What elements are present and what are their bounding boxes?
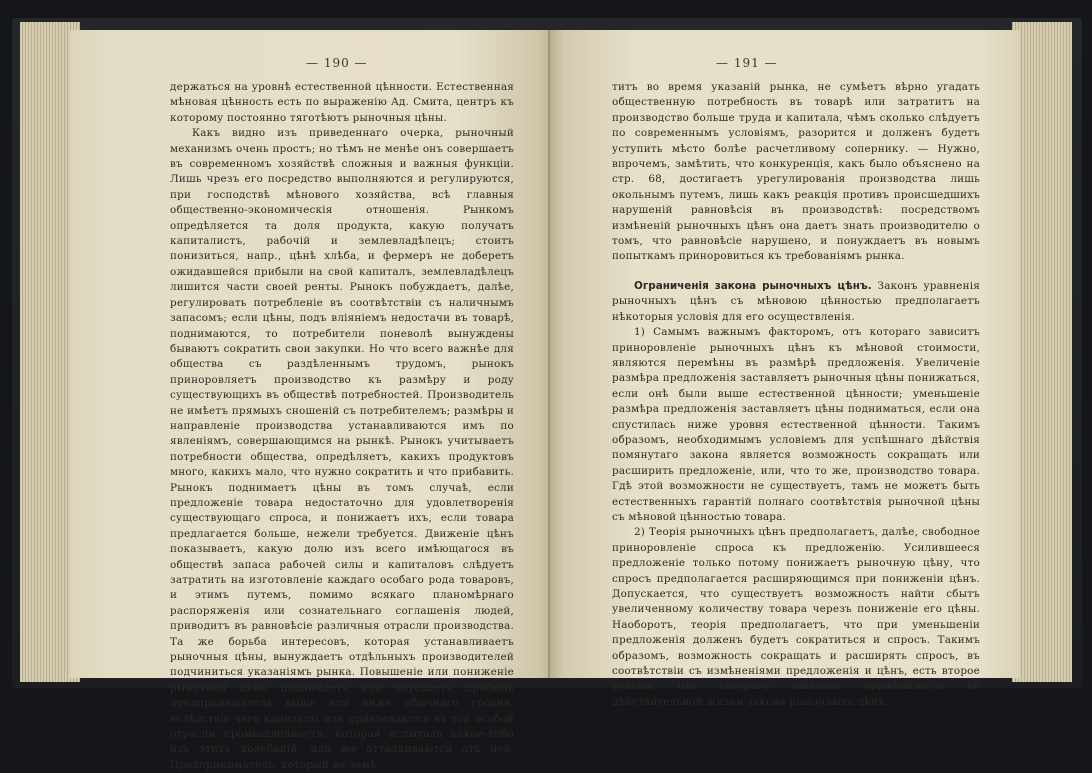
paragraph: титъ во время указаній рынка, не сумѣетъ вѣрно угадать общественную потребность въ товарѣ или затратитъ на производство больше труда и капитала, чѣмъ сколько слѣдуетъ по современнымъ условіямъ, разорится и долженъ будетъ уступить мѣсто болѣе расчетливому сопернику. — Нужно, впрочемъ, замѣтить, что конкуренція, какъ было объяснено на стр. 68, достигаетъ урегулированія производства лишь окольнымъ путемъ, лишь какъ реакція противъ происшедшихъ нарушеній равновѣсія въ производствѣ: посредствомъ измѣненій рыночныхъ цѣнъ она даетъ знать производителю о томъ, что равновѣсіе нарушено, и понуждаетъ въ новымъ попыткамъ приноровиться къ требованіямъ рынка. [612,81,980,263]
page-text [170,80,514,773]
right-page [550,30,1020,708]
page-number: — 191 — [716,56,778,70]
page-edges-right [1012,22,1072,682]
paragraph: держаться на уровнѣ естественной цѣнности. Естественная мѣновая цѣнность есть по выраженію Ад. Смита, центръ къ которому постоянно тяготѣютъ рыночныя цѣны. [170,81,514,124]
left-page [70,30,554,771]
paragraph: Какъ видно изъ приведеннаго очерка, рыночный механизмъ очень простъ; но тѣмъ не менѣе онъ совершаетъ въ современномъ хозяйствѣ сложныя и важныя функціи. Лишь чрезъ его посредство выполняются и регулируются, при господствѣ мѣнового хозяйства, всѣ главныя общественно-экономическія отношенія. Рынкомъ опредѣляется та доля продукта, какую получатъ капиталистъ, рабочій и землевладѣлецъ; стоитъ понизиться, напр., цѣнѣ хлѣба, и фермеръ не доберетъ ожидавшейся прибыли на свой капиталъ, землевладѣлецъ лишится части своей ренты. Рынокъ побуждаетъ, далѣе, регулировать потребленіе въ соотвѣтствіи съ наличнымъ запасомъ; если цѣны, подъ вліяніемъ недостачи въ товарѣ, поднимаются, то потребители поневолѣ вынуждены бываютъ сократить свои закупки. Но что всего важнѣе для общества съ раздѣленнымъ трудомъ, рынокъ приноровляетъ производство къ размѣру и роду существующихъ въ обществѣ потребностей. Производитель не имѣетъ прямыхъ сношеній съ потребителемъ; размѣры и направленіе производства устанавливаются имъ по явленіямъ, совершающимся на рынкѣ. Рынокъ учитываетъ потребности общества, опредѣляетъ, какихъ продуктовъ много, какихъ мало, что нужно сократить и что прибавить. Рынокъ поднимаетъ цѣны въ томъ случаѣ, если предложеніе товара недостаточно для удовлетворенія существующаго спроса, и понижаетъ ихъ, если товара предлагается больше, нежели требуется. Движеніе цѣнъ показываетъ, какую долю изъ всего имѣющагося въ обществѣ запаса рабочей силы и капиталовъ слѣдуетъ затратить на изготовленіе каждаго особаго рода товаровъ, и этимъ путемъ, помимо всякаго планомѣрнаго распоряженія или сознательнаго соглашенія людей, приводитъ въ равновѣсіе различныя отрасли производства. Та же борьба интересовъ, которая устанавливаетъ рыночныя цѣны, вынуждаетъ отдѣльныхъ производителей подчиниться указаніямъ рынка. Повышеніе или пониженіе рыночной цѣны поднимаетъ или опускаетъ прибыль предпринимателя выше или ниже обычнаго уровня, вслѣдствіе чего капиталы или привлекаются въ той особой отрасли промышленности, которая испытала какое-либо изъ этихъ колебаній, или же отталкиваются отъ нея. Предприниматель, который не замѣ- [170,127,514,771]
page-text [612,80,980,710]
paragraph: 2) Теорія рыночныхъ цѣнъ предполагаетъ, далѣе, свободное приноровленіе спроса къ предложенію. Усилившееся предложеніе только потому понижаетъ рыночную цѣну, что спросъ предполагается расширяющимся при пониженіи цѣнъ. Допускается, что существуетъ возможность найти сбытъ увеличенному количеству товара черезъ пониженіе его цѣны. Наоборотъ, теорія предполагаетъ, что при уменьшеніи предложенія долженъ будетъ сократиться и спросъ. Такимъ образомъ, возможность сокращать и расширять спросъ, въ соотвѣтствіи съ измѣненіями предложенія и цѣнъ, есть второе условіе, отъ котораго зависитъ примѣнимость въ дѣйствительной жизни закона рыночныхъ цѣнъ. [612,526,980,708]
paragraph-text: Законъ уравненія рыночныхъ цѣнъ съ мѣновою цѣнностью предполагаетъ нѣкоторыя условія для его осуществленія. [612,279,980,323]
section-paragraph [612,279,980,325]
section-heading: Ограниченія закона рыночныхъ цѣнъ. [634,279,872,292]
page-number: — 190 — [306,56,368,70]
paragraph: 1) Самымъ важнымъ факторомъ, отъ котораго зависитъ приноровленіе рыночныхъ цѣнъ къ мѣновой стоимости, являются перемѣны въ размѣрѣ предложенія. Увеличеніе размѣра предложенія заставляетъ рыночныя цѣны понижаться, если онѣ были выше естественной цѣнности; уменьшеніе размѣра предложенія заставляетъ цѣны подниматься, если она спустилась ниже уровня естественной цѣнности. Такимъ образомъ, необходимымъ условіемъ для успѣшнаго дѣйствія помянутаго закона является возможность сокращать или расширить предложеніе, или, что то же, производство товара. Гдѣ этой возможности не существуетъ, тамъ не можетъ быть естественныхъ гарантій полнаго соотвѣтствія рыночной цѣны съ мѣновой цѣнностью товара. [612,326,980,523]
